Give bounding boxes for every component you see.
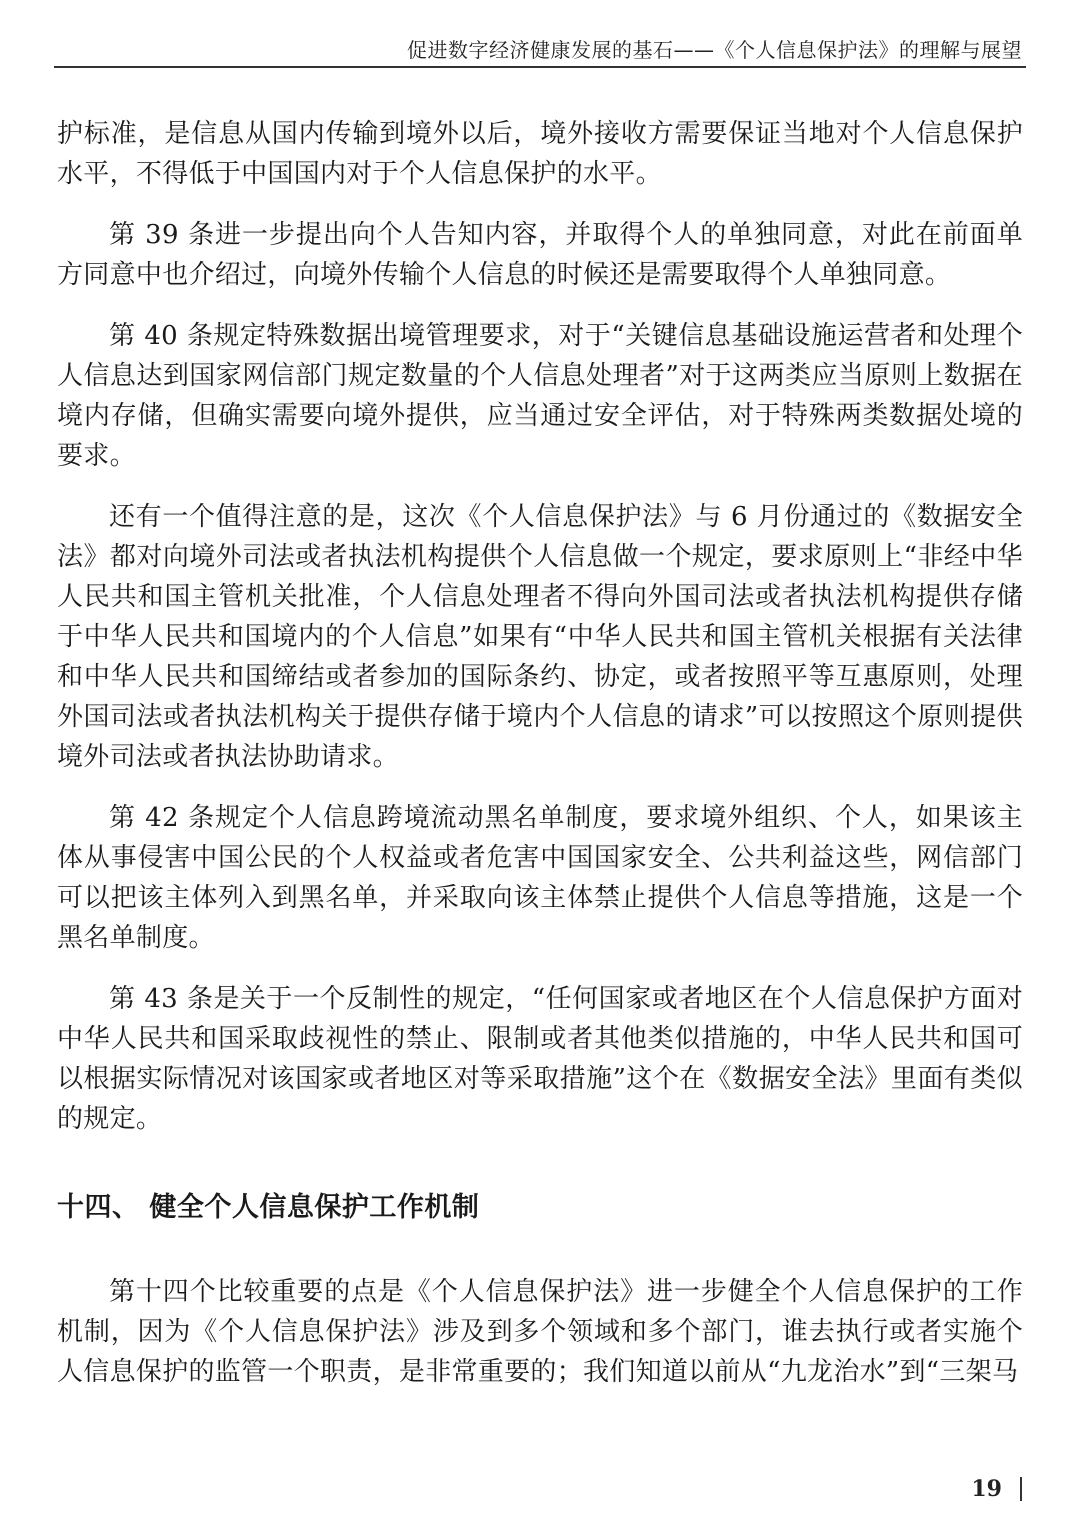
- page-footer: [971, 1476, 1022, 1502]
- page-number-bar: [1020, 1477, 1022, 1501]
- paragraph-section-14: 第十四个比较重要的点是《个人信息保护法》进一步健全个人信息保护的工作机制，因为《个人信息保护法》涉及到多个领域和多个部门，谁去执行或者实施个人信息保护的监管一个职责，是非常重要的；我们知道以前从“九龙治水”到“三架马: [57, 1277, 1023, 1387]
- paragraph-article-39: 第 39 条进一步提出向个人告知内容，并取得个人的单独同意，对此在前面单方同意中也介绍过，向境外传输个人信息的时候还是需要取得个人单独同意。: [57, 220, 1023, 290]
- paragraph-judicial-assistance: 还有一个值得注意的是，这次《个人信息保护法》与 6 月份通过的《数据安全法》都对向境外司法或者执法机构提供个人信息做一个规定，要求原则上“非经中华人民共和国主管机关批准，个人信息处理者不得向外国司法或者执法机构提供存储于中华人民共和国境内的个人信息”如果有“中华人民共和国主管机关根据有关法律和中华人民共和国缔结或者参加的国际条约、协定，或者按照平等互惠原则，处理外国司法或者执法机构关于提供存储于境内个人信息的请求”可以按照这个原则提供境外司法或者执法协助请求。: [57, 502, 1023, 772]
- paragraph-article-43: 第 43 条是关于一个反制性的规定，“任何国家或者地区在个人信息保护方面对中华人民共和国采取歧视性的禁止、限制或者其他类似措施的，中华人民共和国可以根据实际情况对该国家或者地区对等采取措施”这个在《数据安全法》里面有类似的规定。: [57, 984, 1023, 1134]
- paragraph-article-40: 第 40 条规定特殊数据出境管理要求，对于“关键信息基础设施运营者和处理个人信息达到国家网信部门规定数量的个人信息处理者”对于这两类应当原则上数据在境内存储，但确实需要向境外提供，应当通过安全评估，对于特殊两类数据处境的要求。: [57, 321, 1023, 471]
- running-header-title: 促进数字经济健康发展的基石——《个人信息保护法》的理解与展望: [407, 38, 1022, 62]
- paragraph-continuation: 护标准，是信息从国内传输到境外以后，境外接收方需要保证当地对个人信息保护水平，不得低于中国国内对于个人信息保护的水平。: [57, 119, 1023, 189]
- page-body: [57, 114, 1023, 1413]
- page-number: 19: [971, 1476, 1002, 1502]
- header-divider: [54, 66, 1026, 68]
- section-heading: 十四、 健全个人信息保护工作机制: [57, 1192, 480, 1223]
- paragraph-article-42: 第 42 条规定个人信息跨境流动黑名单制度，要求境外组织、个人，如果该主体从事侵害中国公民的个人权益或者危害中国国家安全、公共利益这些，网信部门可以把该主体列入到黑名单，并采取向该主体禁止提供个人信息等措施，这是一个黑名单制度。: [57, 803, 1023, 953]
